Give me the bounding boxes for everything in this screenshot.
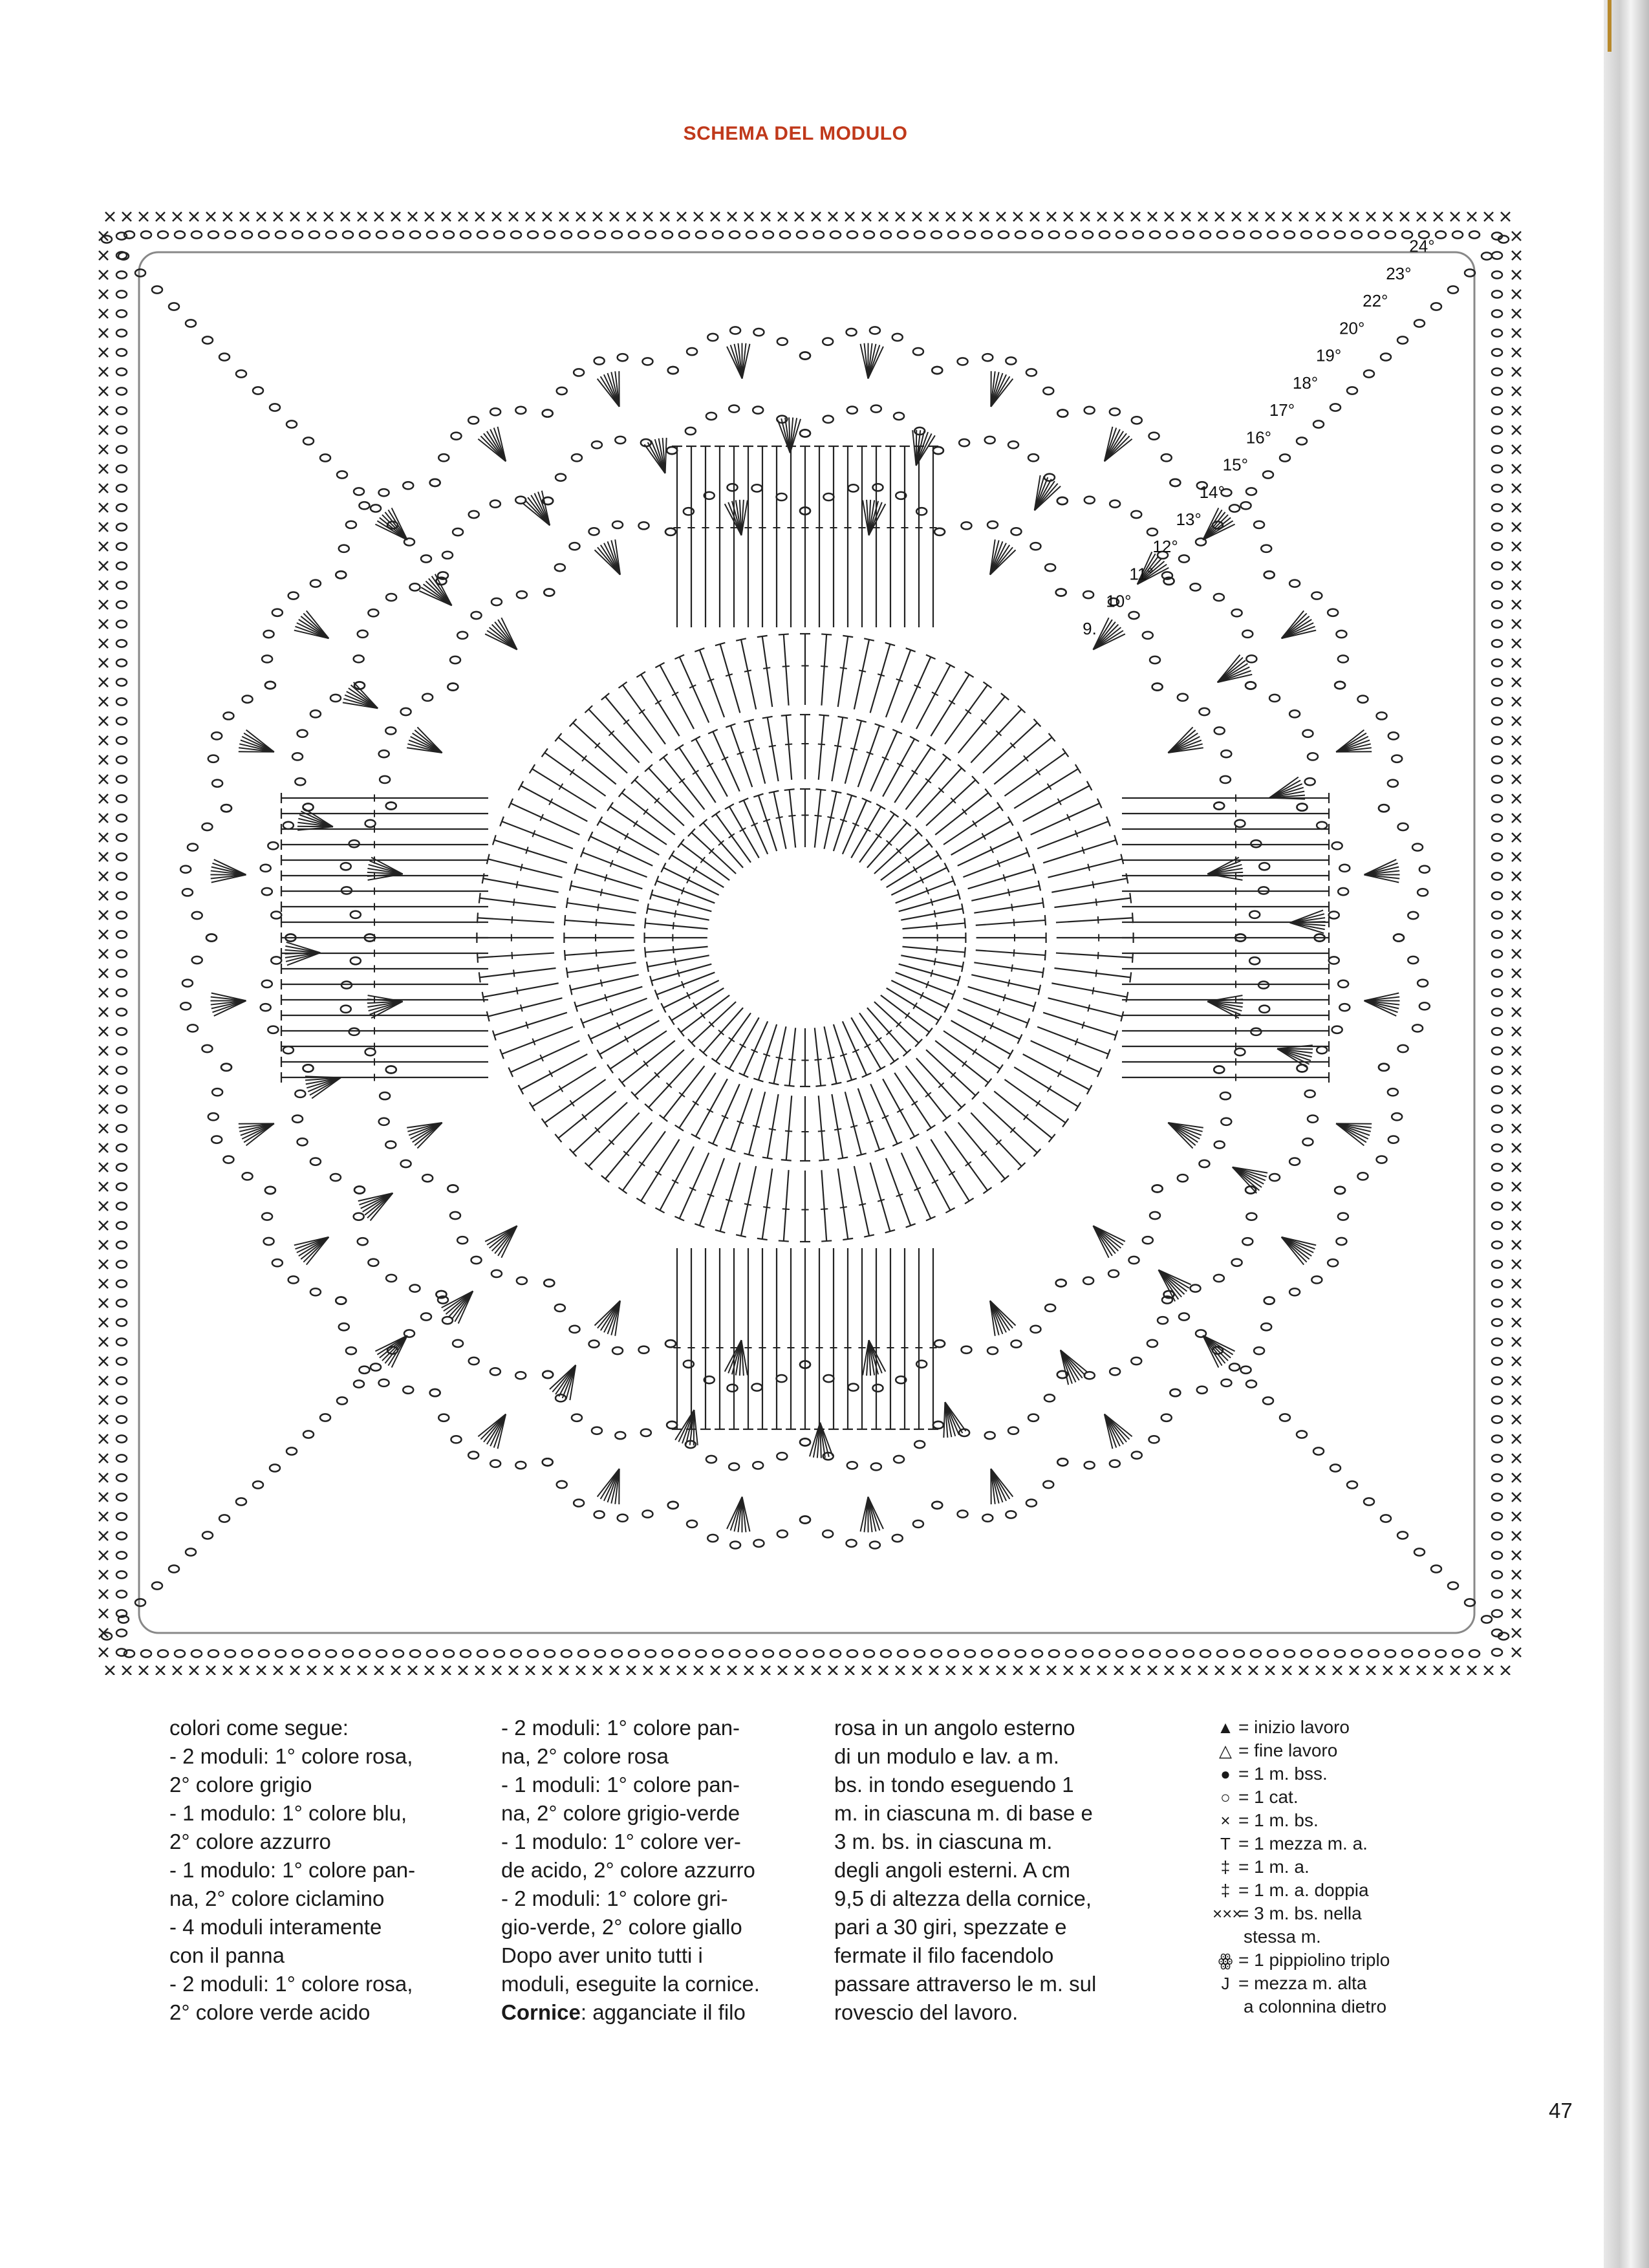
text-line: - 2 moduli: 1° colore pan- bbox=[501, 1716, 740, 1740]
section-heading: Cornice bbox=[501, 2000, 581, 2024]
legend-entry bbox=[1212, 1762, 1484, 1786]
diagram-stitches bbox=[99, 212, 1521, 1675]
legend-entry bbox=[1212, 1786, 1484, 1809]
diagram-border bbox=[139, 252, 1474, 1633]
legend-label: = 1 m. bss. bbox=[1238, 1764, 1328, 1784]
text-line: di un modulo e lav. a m. bbox=[834, 1744, 1059, 1768]
round-label: 12° bbox=[1152, 537, 1178, 557]
legend-entry bbox=[1212, 1716, 1484, 1739]
legend-label-continued: stessa m. bbox=[1244, 1927, 1321, 1947]
text-line: 2° colore azzurro bbox=[169, 1830, 331, 1853]
legend-entry bbox=[1212, 1879, 1484, 1902]
symbol-legend bbox=[1212, 1716, 1484, 2018]
legend-label: = 1 cat. bbox=[1238, 1787, 1299, 1807]
legend-entry bbox=[1212, 1949, 1484, 1972]
text-line: bs. in tondo eseguendo 1 bbox=[834, 1773, 1074, 1797]
start-arrow-icon: ▲ bbox=[1217, 1718, 1234, 1737]
text-line: con il panna bbox=[169, 1943, 285, 1967]
slip-stitch-icon: ● bbox=[1220, 1764, 1231, 1784]
back-post-hdc-icon: J bbox=[1221, 1974, 1230, 1993]
round-label: 23° bbox=[1386, 263, 1412, 283]
text-fragment: : agganciate il filo bbox=[580, 2000, 746, 2024]
round-label: 13° bbox=[1176, 510, 1202, 529]
round-label: 14° bbox=[1199, 482, 1225, 502]
round-label: 24° bbox=[1409, 236, 1435, 256]
legend-label-continued: a colonnina dietro bbox=[1244, 1996, 1387, 2016]
legend-label: = 3 m. bs. nella bbox=[1238, 1903, 1362, 1923]
text-line: passare attraverso le m. sul bbox=[834, 1972, 1097, 1996]
round-label: 10° bbox=[1106, 591, 1132, 611]
diagram-round-labels bbox=[1083, 237, 1434, 638]
round-label: 20° bbox=[1339, 318, 1365, 338]
text-line: - 2 moduli: 1° colore rosa, bbox=[169, 1744, 413, 1768]
legend-entry bbox=[1212, 1855, 1484, 1879]
single-crochet-icon: × bbox=[1220, 1811, 1231, 1830]
double-crochet-icon: ‡ bbox=[1220, 1857, 1231, 1877]
text-line: 3 m. bs. in ciascuna m. bbox=[834, 1830, 1053, 1853]
round-label: 9. bbox=[1083, 618, 1097, 638]
text-line: colori come segue: bbox=[169, 1716, 349, 1740]
legend-label: = fine lavoro bbox=[1238, 1740, 1338, 1760]
legend-entry bbox=[1212, 1809, 1484, 1832]
text-line: - 1 modulo: 1° colore ver- bbox=[501, 1830, 741, 1853]
half-double-icon: T bbox=[1220, 1834, 1231, 1853]
legend-label: = 1 m. a. bbox=[1238, 1857, 1310, 1877]
legend-entry bbox=[1212, 1739, 1484, 1762]
round-label: 18° bbox=[1292, 373, 1319, 393]
text-line: - 1 modulo: 1° colore blu, bbox=[169, 1801, 407, 1825]
legend-label: = 1 pippiolino triplo bbox=[1238, 1950, 1390, 1970]
text-column-1 bbox=[169, 1714, 464, 2027]
round-label: 19° bbox=[1315, 345, 1342, 365]
text-line: fermate il filo facendolo bbox=[834, 1943, 1054, 1967]
round-label: 22° bbox=[1363, 291, 1388, 311]
scan-binding-mark bbox=[1608, 0, 1611, 52]
scan-binding-edge bbox=[1604, 0, 1649, 2268]
text-line: na, 2° colore ciclamino bbox=[169, 1886, 385, 1910]
text-line: moduli, eseguite la cornice. bbox=[501, 1972, 760, 1996]
round-label: 15° bbox=[1222, 455, 1248, 475]
three-sc-same-icon: ××× bbox=[1212, 1904, 1242, 1923]
text-line: 2° colore grigio bbox=[169, 1773, 312, 1797]
round-label: 16° bbox=[1245, 427, 1272, 448]
text-line: - 1 modulo: 1° colore pan- bbox=[169, 1858, 416, 1882]
legend-entry bbox=[1212, 1972, 1484, 1995]
text-line: 9,5 di altezza della cornice, bbox=[834, 1886, 1092, 1910]
round-label: 17° bbox=[1269, 400, 1295, 420]
text-line: Dopo aver unito tutti i bbox=[501, 1943, 703, 1967]
legend-entry bbox=[1212, 1902, 1484, 1925]
text-line: pari a 30 giri, spezzate e bbox=[834, 1915, 1067, 1939]
text-line: - 2 moduli: 1° colore rosa, bbox=[169, 1972, 413, 1996]
text-line: rosa in un angolo esterno bbox=[834, 1716, 1075, 1740]
text-column-3 bbox=[834, 1714, 1135, 2027]
text-column-2 bbox=[501, 1714, 795, 2027]
text-line: de acido, 2° colore azzurro bbox=[501, 1858, 755, 1882]
treble-crochet-icon: ‡ bbox=[1220, 1881, 1231, 1900]
text-line: - 4 moduli interamente bbox=[169, 1915, 382, 1939]
text-line: - 2 moduli: 1° colore gri- bbox=[501, 1886, 728, 1910]
legend-label: = 1 mezza m. a. bbox=[1238, 1833, 1368, 1853]
text-line: rovescio del lavoro. bbox=[834, 2000, 1018, 2024]
round-label: 11° bbox=[1129, 564, 1154, 584]
text-line: 2° colore verde acido bbox=[169, 2000, 371, 2024]
text-line: gio-verde, 2° colore giallo bbox=[501, 1915, 742, 1939]
text-line: na, 2° colore grigio-verde bbox=[501, 1801, 740, 1825]
legend-label: = inizio lavoro bbox=[1238, 1717, 1350, 1737]
text-line: degli angoli esterni. A cm bbox=[834, 1858, 1071, 1882]
page-number: 47 bbox=[1549, 2099, 1573, 2122]
legend-label: = 1 m. a. doppia bbox=[1238, 1880, 1369, 1900]
legend-label: = mezza m. alta bbox=[1238, 1973, 1367, 1993]
page-title: SCHEMA DEL MODULO bbox=[683, 123, 908, 144]
end-arrow-icon: △ bbox=[1219, 1741, 1232, 1760]
text-line: - 1 moduli: 1° colore pan- bbox=[501, 1773, 740, 1797]
text-line bbox=[501, 1998, 795, 2027]
legend-entry bbox=[1212, 1832, 1484, 1855]
text-line: m. in ciascuna m. di base e bbox=[834, 1801, 1093, 1825]
crochet-diagram bbox=[78, 200, 1533, 1675]
text-line: na, 2° colore rosa bbox=[501, 1744, 669, 1768]
triple-picot-icon: ꙮ bbox=[1218, 1950, 1233, 1970]
legend-label: = 1 m. bs. bbox=[1238, 1810, 1319, 1830]
chain-icon: ○ bbox=[1220, 1787, 1231, 1807]
